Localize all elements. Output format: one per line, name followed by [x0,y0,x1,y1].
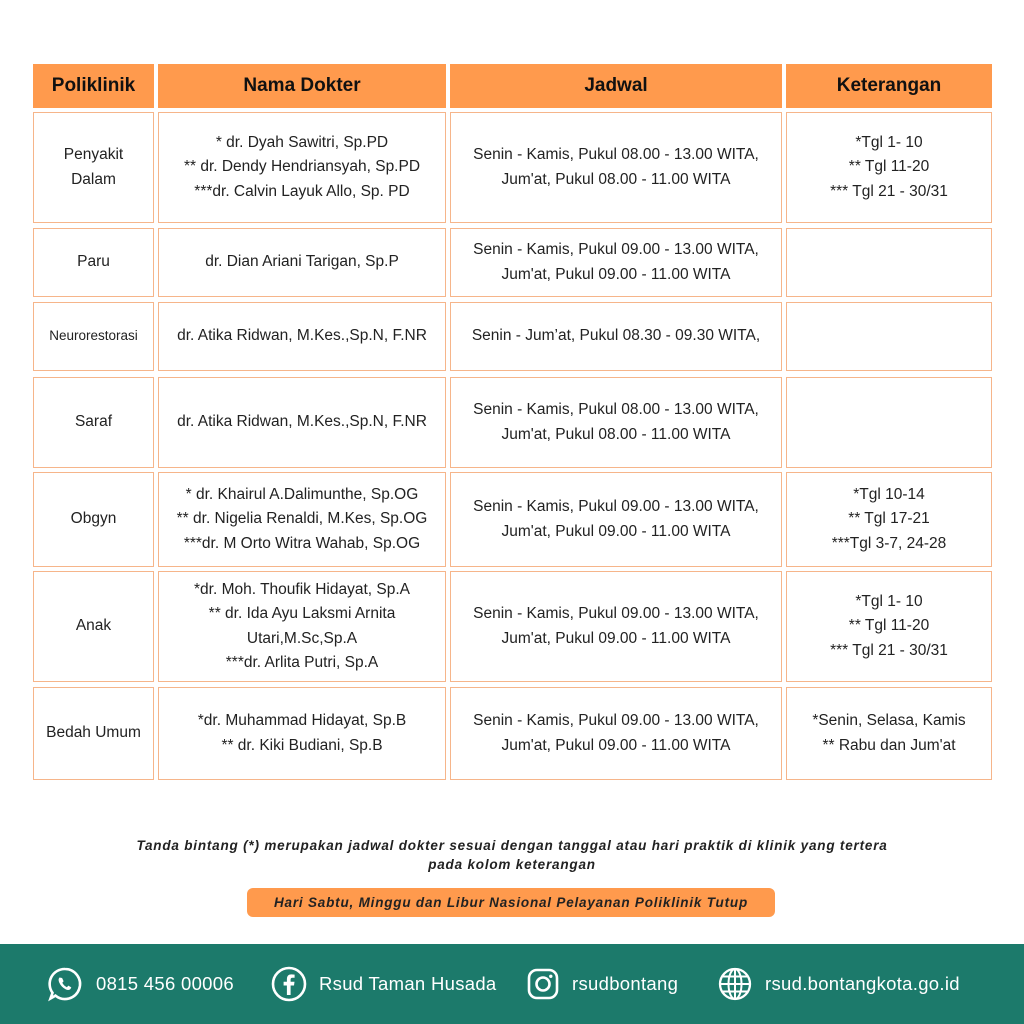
closed-notice [247,888,775,917]
cell-poliklinik [33,377,154,468]
cell-poliklinik-line: Saraf [74,413,113,431]
asterisk-note [0,836,1024,874]
cell-keterangan-line: ***Tgl 3-7, 24-28 [831,534,947,552]
cell-keterangan [786,571,992,682]
cell-jadwal-line: Jum'at, Pukul 09.00 - 11.00 WITA [501,736,731,754]
cell-jadwal-line: Senin - Kamis, Pukul 08.00 - 13.00 WITA, [473,146,759,163]
cell-jadwal-line: Senin - Kamis, Pukul 08.00 - 13.00 WITA, [473,401,759,418]
cell-jadwal-line: Jum'at, Pukul 08.00 - 11.00 WITA [501,425,731,443]
cell-poliklinik [33,228,154,297]
cell-keterangan [786,472,992,567]
cell-keterangan-line: ** Tgl 11-20 [848,158,930,176]
cell-jadwal [450,302,782,371]
cell-poliklinik-line: Neurorestorasi [49,328,138,344]
cell-nama-dokter-line: ***dr. Calvin Layuk Allo, Sp. PD [194,182,410,200]
cell-jadwal [450,571,782,682]
cell-jadwal-line: Senin - Kamis, Pukul 09.00 - 13.00 WITA, [473,605,759,622]
facebook-icon [271,966,307,1002]
cell-nama-dokter-line: ***dr. Arlita Putri, Sp.A [225,654,379,671]
cell-nama-dokter-line: ** dr. Nigelia Renaldi, M.Kes, Sp.OG [176,510,428,528]
cell-keterangan [786,377,992,468]
cell-keterangan-line: *** Tgl 21 - 30/31 [830,641,948,659]
cell-nama-dokter-line: ** dr. Ida Ayu Laksmi Arnita [208,605,396,622]
cell-nama-dokter [158,302,446,371]
cell-jadwal [450,112,782,223]
instagram-icon [526,967,560,1001]
cell-poliklinik-line: Penyakit [63,146,124,163]
cell-jadwal [450,687,782,780]
asterisk-note-line1: Tanda bintang (*) merupakan jadwal dokter sesuai dengan tanggal atau hari praktik di klinik yang tertera [136,838,888,853]
cell-keterangan [786,302,992,371]
cell-keterangan [786,228,992,297]
cell-keterangan-line: *** Tgl 21 - 30/31 [830,182,948,200]
cell-nama-dokter-line: * dr. Khairul A.Dalimunthe, Sp.OG [185,485,419,503]
cell-keterangan-line: ** Tgl 11-20 [848,617,930,635]
cell-poliklinik [33,571,154,682]
cell-jadwal-line: Senin - Jum’at, Pukul 08.30 - 09.30 WITA, [471,327,761,345]
cell-poliklinik [33,112,154,223]
header-keterangan: Keterangan [786,64,992,108]
cell-jadwal [450,472,782,567]
cell-keterangan-line: ** Rabu dan Jum'at [822,736,956,754]
cell-nama-dokter-line: ***dr. M Orto Witra Wahab, Sp.OG [183,534,421,552]
globe-icon [717,966,753,1002]
cell-jadwal [450,228,782,297]
cell-jadwal [450,377,782,468]
header-jadwal: Jadwal [450,64,782,108]
cell-keterangan [786,112,992,223]
phone-contact[interactable] [46,944,234,1024]
cell-poliklinik-line: Obgyn [70,510,117,528]
closed-notice-text: Hari Sabtu, Minggu dan Libur Nasional Pelayanan Poliklinik Tutup [273,895,748,910]
cell-keterangan-line: *Senin, Selasa, Kamis [812,712,966,729]
cell-nama-dokter-line: *dr. Muhammad Hidayat, Sp.B [197,712,407,729]
cell-nama-dokter [158,687,446,780]
cell-keterangan-line: *Tgl 10-14 [853,485,925,503]
cell-jadwal-line: Jum'at, Pukul 08.00 - 11.00 WITA [501,170,731,188]
cell-nama-dokter [158,377,446,468]
cell-jadwal-line: Jum'at, Pukul 09.00 - 11.00 WITA [501,265,731,283]
cell-keterangan-line: *Tgl 1- 10 [855,592,923,610]
phone-number: 0815 456 00006 [96,973,234,994]
cell-poliklinik-line: Paru [77,253,110,271]
cell-nama-dokter-line: ** dr. Dendy Hendriansyah, Sp.PD [183,158,421,176]
cell-nama-dokter [158,571,446,682]
whatsapp-icon [46,965,84,1003]
cell-nama-dokter-line: ** dr. Kiki Budiani, Sp.B [221,736,383,754]
facebook-name: Rsud Taman Husada [319,973,497,994]
header-poliklinik: Poliklinik [33,64,154,108]
cell-jadwal-line: Senin - Kamis, Pukul 09.00 - 13.00 WITA, [473,498,759,515]
cell-nama-dokter-line: Utari,M.Sc,Sp.A [246,629,358,647]
cell-jadwal-line: Senin - Kamis, Pukul 09.00 - 13.00 WITA, [473,241,759,258]
website-url: rsud.bontangkota.go.id [765,973,960,994]
cell-nama-dokter-line: *dr. Moh. Thoufik Hidayat, Sp.A [194,580,410,598]
cell-nama-dokter-line: dr. Dian Ariani Tarigan, Sp.P [205,253,399,271]
facebook-contact[interactable] [271,944,497,1024]
cell-poliklinik [33,687,154,780]
cell-jadwal-line: Jum'at, Pukul 09.00 - 11.00 WITA [501,522,731,540]
cell-nama-dokter-line: * dr. Dyah Sawitri, Sp.PD [215,133,389,151]
cell-nama-dokter [158,472,446,567]
cell-nama-dokter-line: dr. Atika Ridwan, M.Kes.,Sp.N, F.NR [177,413,427,431]
cell-poliklinik [33,302,154,371]
cell-jadwal-line: Senin - Kamis, Pukul 09.00 - 13.00 WITA, [473,712,759,729]
cell-keterangan-line: *Tgl 1- 10 [855,133,923,151]
cell-jadwal-line: Jum'at, Pukul 09.00 - 11.00 WITA [501,629,731,647]
cell-nama-dokter-line: dr. Atika Ridwan, M.Kes.,Sp.N, F.NR [177,327,427,345]
instagram-contact[interactable] [526,944,678,1024]
cell-nama-dokter [158,228,446,297]
cell-nama-dokter [158,112,446,223]
header-nama-dokter: Nama Dokter [158,64,446,108]
contact-footer [0,944,1024,1024]
cell-poliklinik-line: Dalam [71,170,116,188]
website-contact[interactable] [717,944,960,1024]
cell-poliklinik [33,472,154,567]
instagram-handle: rsudbontang [572,973,679,994]
cell-poliklinik-line: Bedah Umum [46,724,141,742]
cell-poliklinik-line: Anak [75,617,112,635]
cell-keterangan [786,687,992,780]
cell-keterangan-line: ** Tgl 17-21 [848,510,930,528]
asterisk-note-line2: pada kolom keterangan [428,857,596,872]
